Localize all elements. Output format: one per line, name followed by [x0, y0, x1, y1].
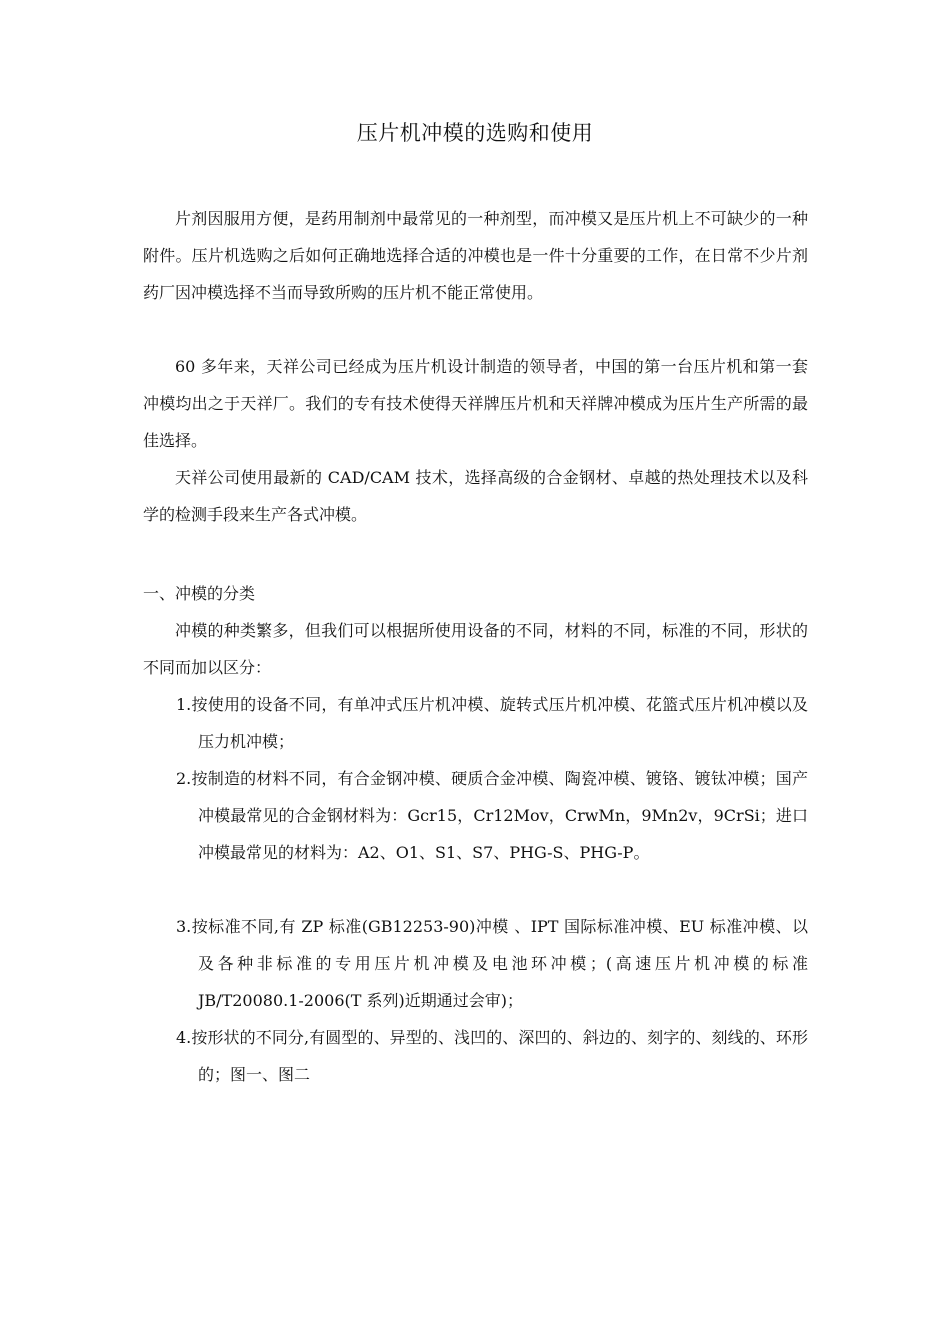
paragraph-technology: 天祥公司使用最新的 CAD/CAM 技术，选择高级的合金钢材、卓越的热处理技术以及科学的检测手段来生产各式冲模。: [143, 468, 808, 524]
list-item-standard: 3.按标准不同,有 ZP 标准(GB12253-90)冲模 、IPT 国际标准冲模、EU 标准冲模、以及各种非标准的专用压片机冲模及电池环冲模；(高速压片机冲模的标准 JB/T20080.1-2006(T 系列)近期通过会审)；: [176, 917, 808, 1010]
section-heading-classification: 一、冲模的分类: [143, 584, 256, 603]
list-item-shape: 4.按形状的不同分,有圆型的、异型的、浅凹的、深凹的、斜边的、刻字的、刻线的、环形的；图一、图二: [176, 1028, 808, 1084]
list-item-material: 2.按制造的材料不同，有合金钢冲模、硬质合金冲模、陶瓷冲模、镀铬、镀钛冲模；国产冲模最常见的合金钢材料为：Gcr15，Cr12Mov，CrwMn，9Mn2v，9CrSi；进口冲模最常见的材料为：A2、O1、S1、S7、PHG-S、PHG-P。: [176, 769, 808, 862]
document-title: 压片机冲模的选购和使用: [356, 121, 594, 145]
paragraph-intro: 片剂因服用方便，是药用制剂中最常见的一种剂型，而冲模又是压片机上不可缺少的一种附件。压片机选购之后如何正确地选择合适的冲模也是一件十分重要的工作，在日常不少片剂药厂因冲模选择不当而导致所购的压片机不能正常使用。: [143, 209, 808, 302]
section-intro: 冲模的种类繁多，但我们可以根据所使用设备的不同，材料的不同，标准的不同，形状的不同而加以区分：: [143, 621, 808, 677]
list-item-equipment: 1.按使用的设备不同，有单冲式压片机冲模、旋转式压片机冲模、花篮式压片机冲模以及压力机冲模；: [176, 695, 808, 751]
paragraph-history: 60 多年来，天祥公司已经成为压片机设计制造的领导者，中国的第一台压片机和第一套冲模均出之于天祥厂。我们的专有技术使得天祥牌压片机和天祥牌冲模成为压片生产所需的最佳选择。: [143, 357, 808, 450]
